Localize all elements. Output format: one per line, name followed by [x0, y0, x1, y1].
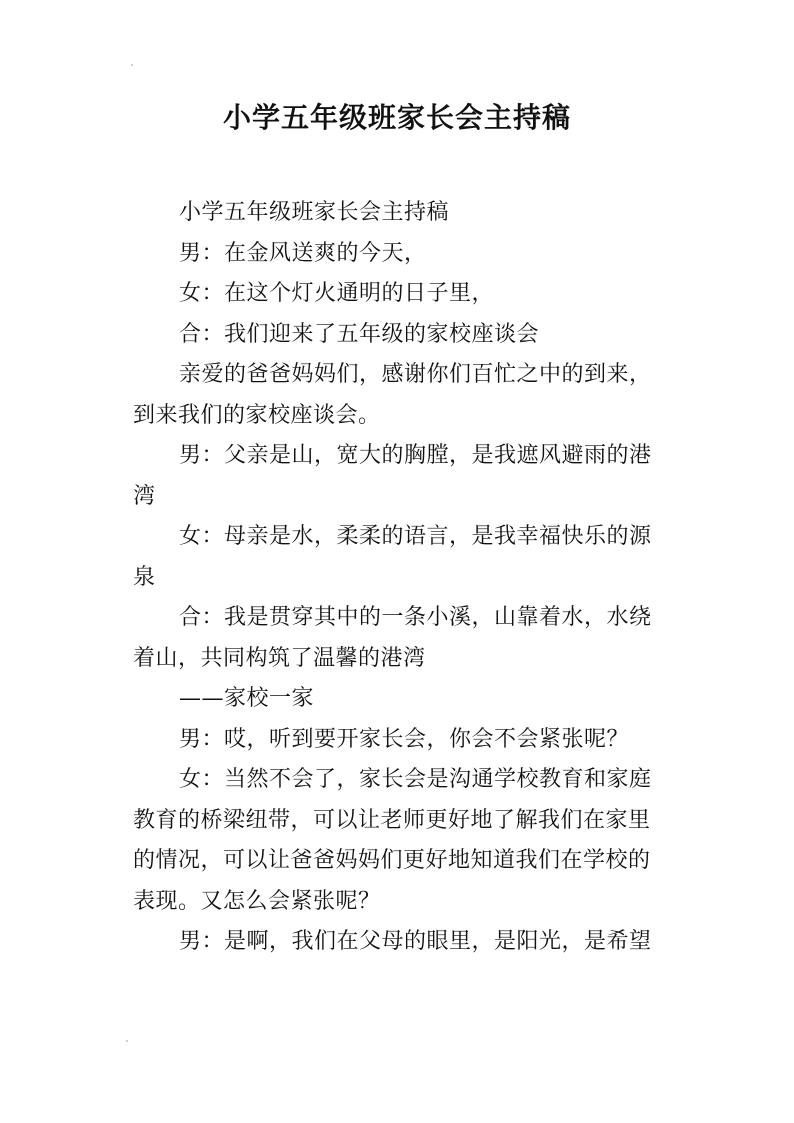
paragraph: 男：哎，听到要开家长会，你会不会紧张呢？ [179, 726, 630, 752]
paragraph: 合：我们迎来了五年级的家校座谈会 [179, 321, 540, 347]
paragraph: 女：当然不会了，家长会是沟通学校教育和家庭教育的桥梁纽带，可以让老师更好地了解我们在家里的情况，可以让爸爸妈妈们更好地知道我们在学校的表现。又怎么会紧张呢？ [133, 767, 652, 914]
paragraph: 合：我是贯穿其中的一条小溪，山靠着水，水绕着山，共同构筑了温馨的港湾 [133, 605, 652, 671]
scan-speckle [126, 1040, 128, 1042]
paragraph-heading: 小学五年级班家长会主持稿 [179, 200, 450, 225]
paragraph: 男：是啊，我们在父母的眼里，是阳光，是希望 [179, 929, 652, 954]
paragraph: ——家校一家 [179, 686, 315, 711]
paragraph: 亲爱的爸爸妈妈们，感谢你们百忙之中的到来，到来我们的家校座谈会。 [133, 362, 652, 428]
paragraph: 男：在金风送爽的今天， [179, 240, 427, 266]
document-body [133, 193, 667, 963]
scan-speckle [131, 64, 133, 66]
paragraph: 男：父亲是山，宽大的胸膛，是我遮风避雨的港湾 [133, 443, 652, 509]
paragraph: 女：在这个灯火通明的日子里， [179, 281, 495, 306]
document-title: 小学五年级班家长会主持稿 [222, 101, 571, 134]
paragraph: 女：母亲是水，柔柔的语言，是我幸福快乐的源泉 [133, 524, 652, 590]
